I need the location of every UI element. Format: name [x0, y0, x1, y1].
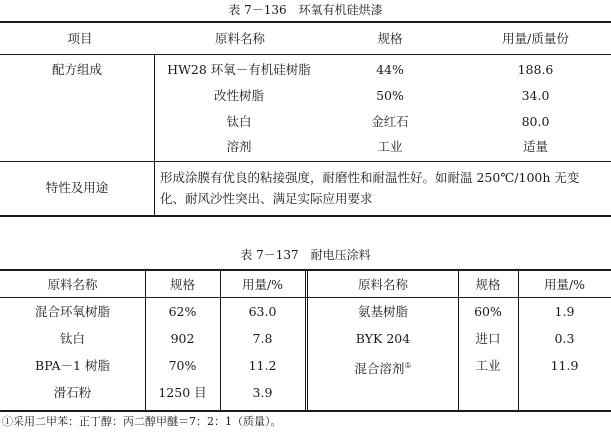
- table1-row-amount: 适量: [522, 139, 548, 154]
- table2-row-name: 混合溶剂: [354, 361, 405, 377]
- table1-column-divider: [154, 54, 155, 216]
- table2-row-spec: 60%: [474, 304, 502, 319]
- table1-row-name: 改性树脂: [213, 88, 264, 103]
- table1-row-spec: 金红石: [371, 114, 409, 129]
- footnote-marker: ①: [404, 361, 412, 370]
- table2-header-spec: 规格: [169, 277, 195, 292]
- table1-header-rule: [0, 54, 611, 55]
- table2-row-amount: 11.9: [550, 358, 579, 373]
- table2-row-spec: 1250 目: [158, 385, 207, 400]
- table1-caption: [0, 2, 611, 18]
- table1-section-label: 配方组成: [51, 62, 102, 77]
- table2-row-amount: 63.0: [248, 304, 277, 319]
- table1-usage-label: 特性及用途: [45, 180, 109, 195]
- table2-header-rule: [0, 297, 611, 298]
- table1-row-name: 钛白: [226, 114, 252, 129]
- table1-header-amount: 用量/质量份: [502, 31, 569, 46]
- table2-header-amount: 用量/%: [543, 277, 586, 292]
- table1-row-amount: 188.6: [517, 62, 554, 77]
- table2-row-name: 氨基树脂: [357, 304, 408, 319]
- table1-row-spec: 工业: [377, 139, 403, 154]
- table2-bottom-rule: [0, 410, 611, 412]
- table1-row-spec: 50%: [376, 88, 404, 103]
- table2-row-amount: 11.2: [248, 358, 277, 373]
- table1-bottom-rule: [0, 215, 611, 217]
- table1-usage-text: [160, 167, 605, 209]
- table1-row-name: 溶剂: [226, 139, 252, 154]
- table1-row-amount: 34.0: [521, 88, 550, 103]
- table2-row-spec: 工业: [475, 358, 501, 373]
- table2-row-amount: 7.8: [252, 331, 273, 346]
- table2-row-spec: 62%: [168, 304, 197, 319]
- table2-row-name: 混合环氧树脂: [34, 304, 110, 319]
- table1-usage-line: 化、耐风沙性突出、满足实际应用要求: [160, 191, 373, 206]
- table2-row-name: BPA－1 树脂: [35, 358, 110, 373]
- table1-header-material: 原料名称: [214, 31, 265, 46]
- table1-row-name: HW28 环氧－有机硅树脂: [167, 62, 311, 77]
- table1-row-amount: 80.0: [521, 114, 550, 129]
- table2-caption: [0, 247, 611, 263]
- table2-row-amount: 0.3: [554, 331, 575, 346]
- table1-header-item: 项目: [67, 31, 93, 46]
- table1-header-spec: 规格: [377, 31, 403, 46]
- table2-header-amount: 用量/%: [241, 277, 284, 292]
- table2-header-spec: 规格: [475, 277, 501, 292]
- table2-row-spec: 902: [170, 331, 195, 346]
- table2-row-name: 滑石粉: [53, 385, 92, 400]
- table2-row-amount: 1.9: [554, 304, 575, 319]
- table2-row-spec: 进口: [475, 331, 501, 346]
- table1-top-rule: [0, 21, 611, 23]
- table2-row-spec: 70%: [168, 358, 197, 373]
- table2-row-name-with-note: [308, 358, 458, 377]
- table1-caption-title: 环氧有机硅烘漆: [298, 3, 383, 17]
- table1-caption-number: 表 7－136: [228, 3, 287, 17]
- table2-row-amount: 3.9: [252, 385, 273, 400]
- table2-caption-title: 耐电压涂料: [310, 248, 371, 262]
- table1-usage-rule: [0, 161, 611, 162]
- table2-row-name: BYK 204: [355, 331, 411, 346]
- table2-row-name: 钛白: [59, 331, 85, 346]
- table2-caption-number: 表 7－137: [240, 248, 299, 262]
- table2-header-material: 原料名称: [357, 277, 408, 292]
- table1-usage-line: 形成涂膜有优良的粘接强度，耐磨性和耐温性好。如耐温 250℃/100h 无变: [160, 170, 580, 185]
- table1-row-spec: 44%: [376, 62, 404, 77]
- table2-footnote: ①采用二甲苯：正丁醇：丙二醇甲醚＝7：2：1（质量）。: [2, 415, 282, 428]
- table2-header-material: 原料名称: [47, 277, 98, 292]
